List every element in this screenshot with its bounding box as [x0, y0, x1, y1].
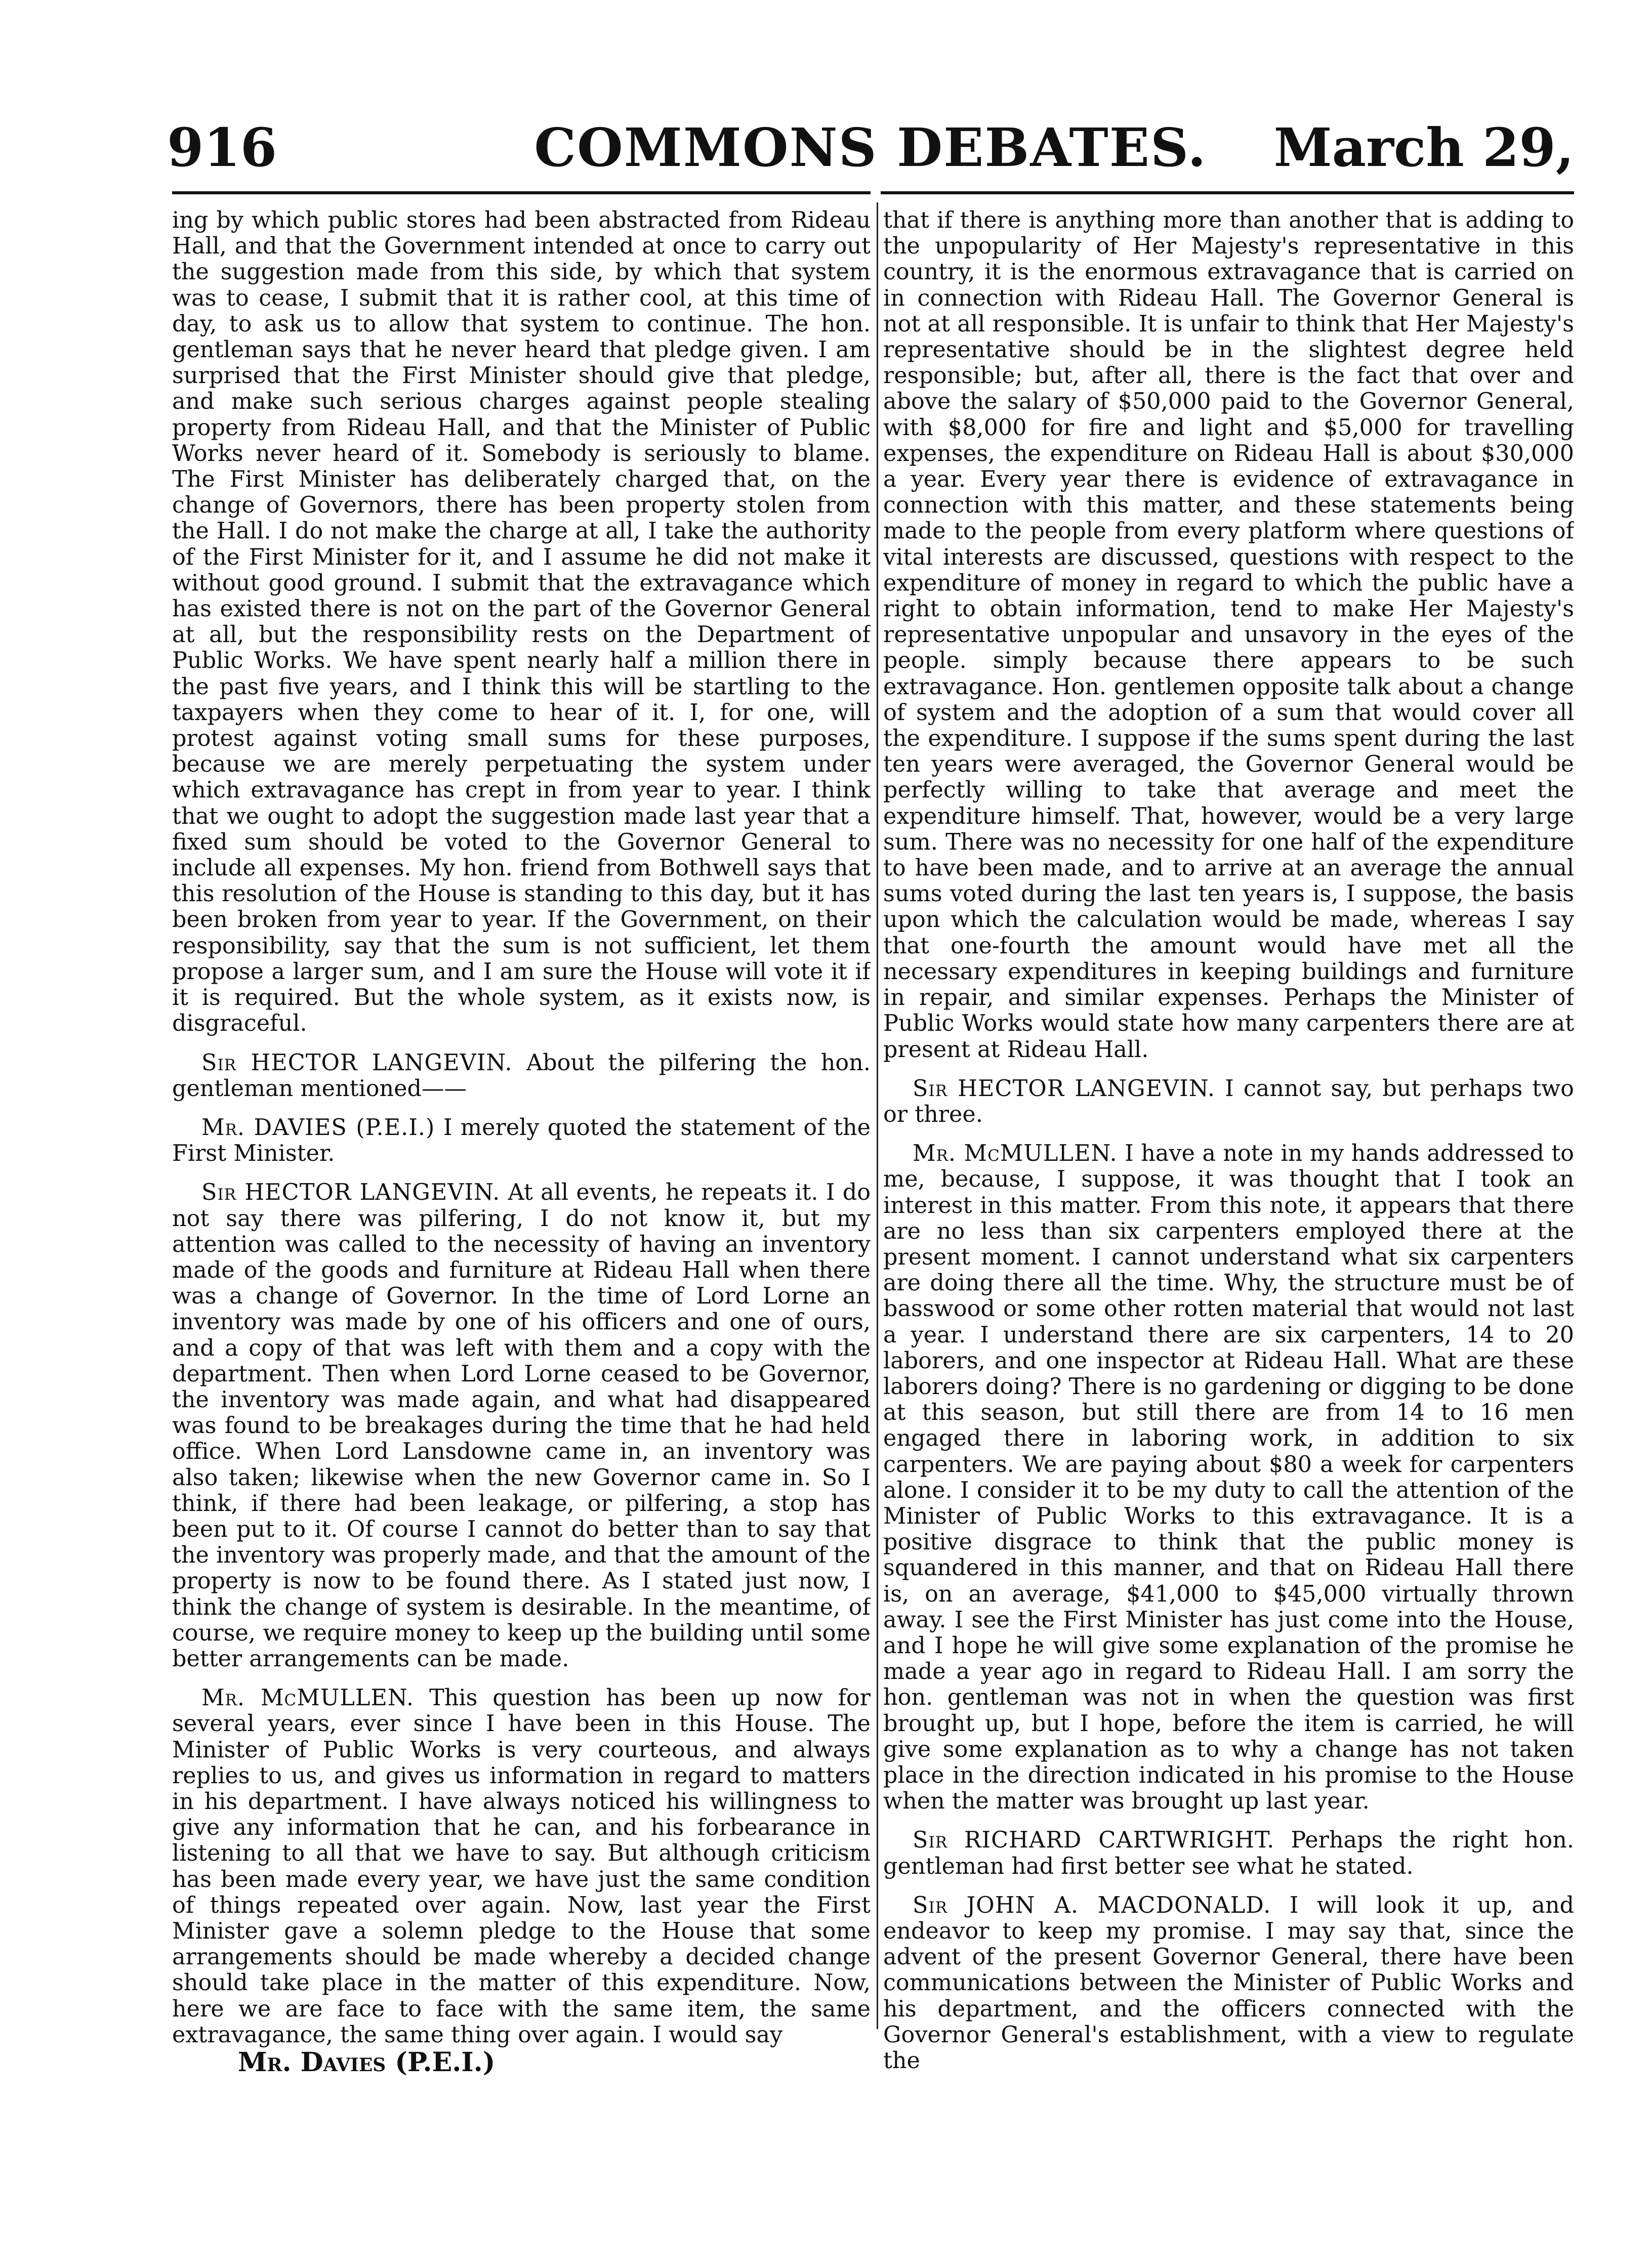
left-column	[172, 207, 871, 2216]
paragraph-text: Perhaps the right hon. gentleman had first better see what he stated.	[883, 1827, 1574, 1879]
page-date: March 29,	[1273, 116, 1574, 179]
paragraph	[883, 207, 1574, 1063]
speaker-name: Mr. DAVIES (P.E.I.)	[201, 1114, 435, 1141]
paragraph	[883, 1141, 1574, 1814]
column-divider	[877, 202, 878, 2029]
paragraph	[172, 1050, 871, 1102]
paragraph	[883, 1893, 1574, 2074]
paragraph-text: I merely quoted the statement of the First Minister.	[172, 1114, 871, 1167]
page-number: 916	[167, 116, 277, 179]
paragraph-text: This question has been up now for several years, ever since I have been in this House. The Minister of Public Works is very courteous, and always replies to us, and gives us information in regard to matters in his department. I have always noticed his willingness to give any information that he can, and his forbearance in listening to all that we have to say. But although criticism has been made every year, we have just the same condition of things repeated over again. Now, last year the First Minister gave a solemn pledge to the House that some arrangements should be made whereby a decided change should take place in the matter of this expenditure. Now, here we are face to face with the same item, the same extravagance, the same thing over again. I would say	[172, 1685, 871, 2048]
paragraph	[883, 1076, 1574, 1127]
paragraph	[172, 1115, 871, 1166]
speaker-name: Sir HECTOR LANGEVIN.	[913, 1075, 1215, 1102]
paragraph	[883, 1827, 1574, 1879]
paragraph	[172, 1180, 871, 1672]
page-header	[167, 116, 1574, 192]
paragraph	[172, 1685, 871, 2048]
footer-catchword: Mr. Davies (P.E.I.)	[238, 2047, 496, 2078]
speaker-name: Sir JOHN A. MACDONALD.	[913, 1892, 1271, 1918]
paragraph-text: that if there is anything more than another that is adding to the unpopularity of Her Majesty's representative in this country, it is the enormous extravagance that is carried on in connection with Rideau Hall. The Governor General is not at all responsible. It is unfair to think that Her Majesty's representative should be in the slightest degree held responsible; but, after all, there is the fact that over and above the salary of $50,000 paid to the Governor General, with $8,000 for fire and light and $5,000 for travelling expenses, the expenditure on Rideau Hall is about $30,000 a year. Every year there is evidence of extravagance in connection with this matter, and these statements being made to the people from every platform where questions of vital interests are discussed, questions with respect to the expenditure of money in regard to which the public have a right to obtain information, tend to make Her Majesty's representative unpopular and unsavory in the eyes of the people. simply because there appears to be such extravagance. Hon. gentlemen opposite talk about a change of system and the adoption of a sum that would cover all the expenditure. I suppose if the sums spent during the last ten years were averaged, the Governor General would be perfectly willing to take that average and meet the expenditure himself. That, however, would be a very large sum. There was no necessity for one half of the expenditure to have been made, and to arrive at an average the annual sums voted during the last ten years is, I suppose, the basis upon which the calculation would be made, whereas I say that one-fourth the amount would have met all the necessary expenditures in keeping buildings and furniture in repair, and similar expenses. Perhaps the Minister of Public Works would state how many carpenters there are at present at Rideau Hall.	[883, 207, 1574, 1063]
paragraph-text: About the pilfering the hon. gentleman mentioned——	[172, 1049, 871, 1102]
paragraph-text: I have a note in my hands addressed to me, because, I suppose, it was thought that I took an interest in this matter. From this note, it appears that there are no less than six carpenters employed there at the present moment. I cannot understand what six carpenters are doing there all the time. Why, the structure must be of basswood or some other rotten material that would not last a year. I understand there are six carpenters, 14 to 20 laborers, and one inspector at Rideau Hall. What are these laborers doing? There is no gardening or digging to be done at this season, but still there are from 14 to 16 men engaged there in laboring work, in addition to six carpenters. We are paying about $80 a week for carpenters alone. I consider it to be my duty to call the attention of the Minister of Public Works to this extravagance. It is a positive disgrace to think that the public money is squandered in this manner, and that on Rideau Hall there is, on an average, $41,000 to $45,000 virtually thrown away. I see the First Minister has just come into the House, and I hope he will give some explanation of the promise he made a year ago in regard to Rideau Hall. I am sorry the hon. gentleman was not in when the question was first brought up, but I hope, before the item is carried, he will give some explanation as to why a change has not taken place in the direction indicated in his promise to the House when the matter was brought up last year.	[883, 1141, 1574, 1815]
paragraph-text: ing by which public stores had been abstracted from Rideau Hall, and that the Government intended at once to carry out the suggestion made from this side, by which that system was to cease, I submit that it is rather cool, at this time of day, to ask us to allow that system to continue. The hon. gentleman says that he never heard that pledge given. I am surprised that the First Minister should give that pledge, and make such serious charges against people stealing property from Rideau Hall, and that the Minister of Public Works never heard of it. Somebody is seriously to blame. The First Minister has deliberately charged that, on the change of Governors, there has been property stolen from the Hall. I do not make the charge at all, I take the authority of the First Minister for it, and I assume he did not make it without good ground. I submit that the extravagance which has existed there is not on the part of the Governor General at all, but the responsibility rests on the Department of Public Works. We have spent nearly half a million there in the past five years, and I think this will be startling to the taxpayers when they come to hear of it. I, for one, will protest against voting small sums for these purposes, because we are merely perpetuating the system under which extravagance has crept in from year to year. I think that we ought to adopt the suggestion made last year that a fixed sum should be voted to the Governor General to include all expenses. My hon. friend from Bothwell says that this resolution of the House is standing to this day, but it has been broken from year to year. If the Government, on their responsibility, say that the sum is not sufficient, let them propose a larger sum, and I am sure the House will vote it if it is required. But the whole system, as it exists now, is disgraceful.	[172, 207, 871, 1037]
speaker-name: Sir HECTOR LANGEVIN.	[201, 1049, 513, 1076]
paragraph-text: At all events, he repeats it. I do not say there was pilfering, I do not know it, but my attention was called to the necessity of having an inventory made of the goods and furniture at Rideau Hall when there was a change of Governor. In the time of Lord Lorne an inventory was made by one of his officers and one of ours, and a copy of that was left with them and a copy with the department. Then when Lord Lorne ceased to be Governor, the inventory was made again, and what had disappeared was found to be breakages during the time that he had held office. When Lord Lansdowne came in, an inventory was also taken; likewise when the new Governor came in. So I think, if there had been leakage, or pilfering, a stop has been put to it. Of course I cannot do better than to say that the inventory was properly made, and that the amount of the property is now to be found there. As I stated just now, I think the change of system is desirable. In the meantime, of course, we require money to keep up the building until some better arrangements can be made.	[172, 1180, 871, 1672]
header-rule-right	[881, 191, 1574, 194]
speaker-name: Sir HECTOR LANGEVIN.	[201, 1180, 501, 1206]
paragraph	[172, 207, 871, 1037]
speaker-name: Mr. McMULLEN.	[913, 1141, 1118, 1167]
speaker-name: Mr. McMULLEN.	[201, 1685, 415, 1711]
header-rule-left	[172, 191, 871, 194]
page-title: COMMONS DEBATES.	[534, 116, 1207, 179]
right-column	[883, 207, 1574, 2216]
speaker-name: Sir RICHARD CARTWRIGHT.	[913, 1827, 1275, 1854]
paragraph-text: I will look it up, and endeavor to keep my promise. I may say that, since the advent of the present Governor General, there have been communications between the Minister of Public Works and his department, and the officers connected with the Governor General's establishment, with a view to regulate the	[883, 1892, 1574, 2074]
paragraph-text: I cannot say, but perhaps two or three.	[883, 1075, 1574, 1127]
